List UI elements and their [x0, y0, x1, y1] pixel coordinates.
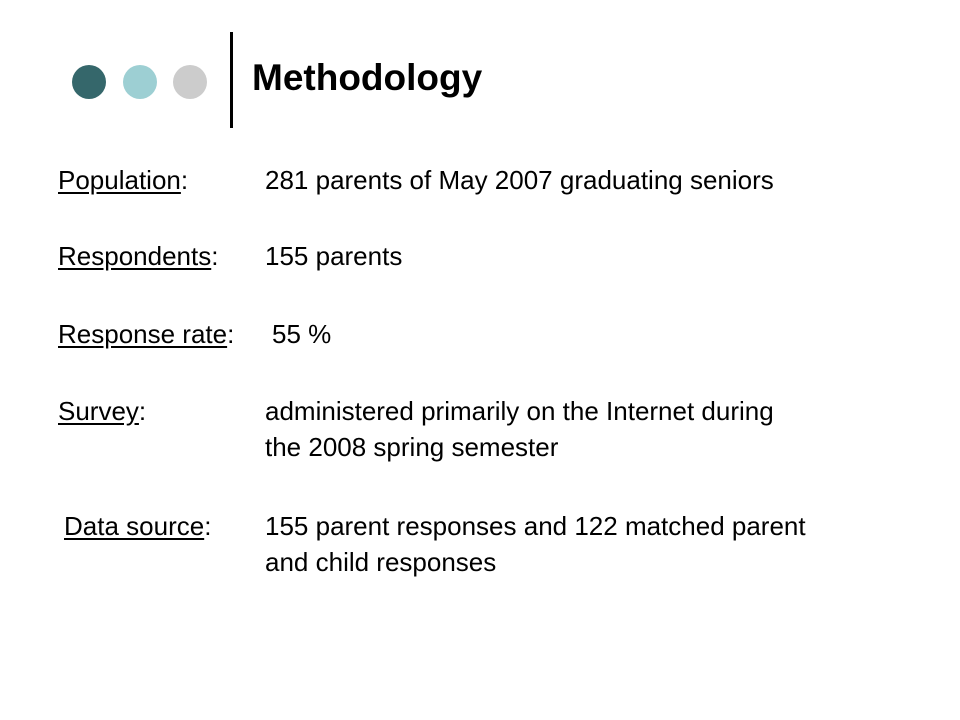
item-value	[265, 238, 905, 274]
item-term: Data source	[64, 511, 205, 541]
item-value-line: and child responses	[265, 547, 497, 577]
page-title: Methodology	[252, 57, 483, 98]
title-divider	[230, 32, 233, 128]
decorative-dot-light	[123, 65, 157, 99]
item-value-line: 155 parent responses and 122 matched parent	[265, 511, 806, 541]
decorative-dot-dark	[72, 65, 106, 99]
item-value-line: administered primarily on the Internet during	[265, 396, 774, 426]
decorative-dot-grey	[173, 65, 207, 99]
item-label: Survey:	[58, 396, 147, 426]
item-term: Population	[58, 165, 181, 195]
item-value-line: the 2008 spring semester	[265, 432, 559, 462]
item-value	[265, 162, 905, 198]
item-value	[265, 393, 905, 465]
item-label: Population:	[58, 165, 189, 195]
item-label: Data source:	[64, 511, 212, 541]
item-label: Respondents:	[58, 241, 219, 271]
item-value-line: 155 parents	[265, 241, 403, 271]
item-term: Respondents	[58, 241, 212, 271]
item-term: Survey	[58, 396, 139, 426]
item-value-line: 281 parents of May 2007 graduating seniors	[265, 165, 774, 195]
item-label: Response rate:	[58, 319, 235, 349]
item-value-line: 55 %	[272, 319, 332, 349]
item-term: Response rate	[58, 319, 228, 349]
item-value	[272, 316, 912, 352]
item-value	[265, 508, 905, 580]
